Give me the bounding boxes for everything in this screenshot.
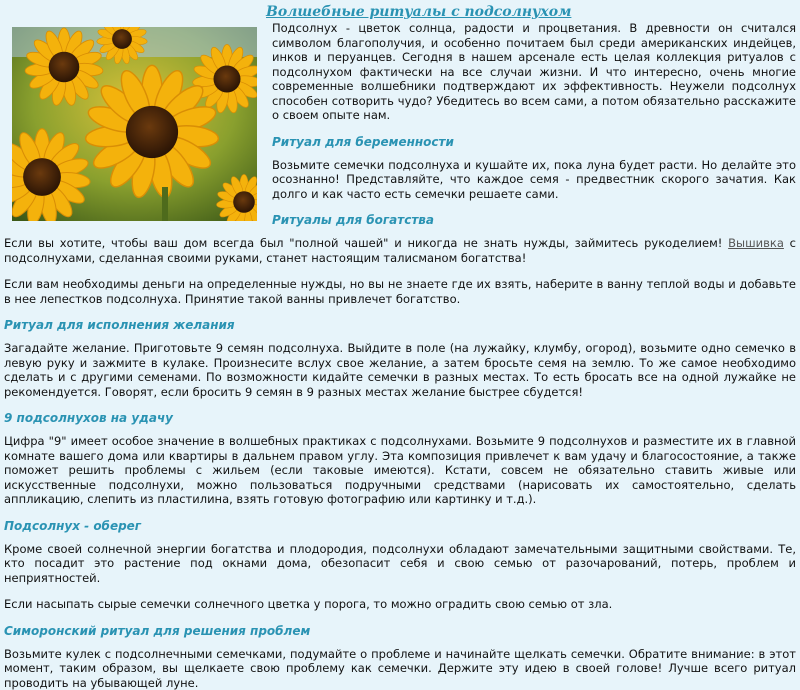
heading-simoron: Симоронский ритуал для решения проблем xyxy=(4,624,796,639)
heading-wish: Ритуал для исполнения желания xyxy=(4,318,796,333)
sunflowers-photo xyxy=(12,27,257,221)
heading-amulet: Подсолнух - оберег xyxy=(4,519,796,534)
wealth-text-2: Если вам необходимы деньги на определенные нужды, но вы не знаете где их взять, наберите в ванну теплой воды и добавьте в нее лепестков подсолнуха. Принятие такой ванны привлечет богатство. xyxy=(4,277,796,306)
heading-nine-sunflowers: 9 подсолнухов на удачу xyxy=(4,411,796,426)
page-title: Волшебные ритуалы с подсолнухом xyxy=(266,3,796,21)
heading-pregnancy: Ритуал для беременности xyxy=(4,135,796,150)
embroidery-link[interactable]: Вышивка xyxy=(728,236,784,250)
pregnancy-text: Возьмите семечки подсолнуха и кушайте их, пока луна будет расти. Но делайте это осознанно! Представляйте, что каждое семя - предвестник скорого зачатия. Как долго и как часто есть семечки решаете сами. xyxy=(4,158,796,202)
wealth-text-1-before: Если вы хотите, чтобы ваш дом всегда был "полной чашей" и никогда не знать нужды, займитесь рукоделием! xyxy=(4,236,728,250)
nine-sunflowers-text: Цифра "9" имеет особое значение в волшебных практиках с подсолнухами. Возьмите 9 подсолнухов и разместите их в главной комнате вашего дома или квартиры в дальнем правом углу. Эта композиция привлечет к вам удачу и благосостояние, а также поможет решить проблемы с жильем (если таковые имеются). Кстати, совсем не обязательно ставить живые или искусственные подсолнухи, можно пользоваться подручными средствами (нарисовать их самостоятельно, сделать аппликацию, слепить из пластилина, взять готовую фотографию или картинку и т.д.). xyxy=(4,434,796,507)
wish-text: Загадайте желание. Приготовьте 9 семян подсолнуха. Выйдите в поле (на лужайку, клумбу, огород), возьмите одно семечко в левую руку и зажмите в кулаке. Произнесите вслух свое желание, а затем бросьте семя на землю. То же самое необходимо сделать и с другими семенами. По возможности кидайте семечки в разных местах. То есть бросать все на одной лужайке не рекомендуется. Говорят, если бросить 9 семян в 9 разных местах желание быстрее сбудется! xyxy=(4,341,796,399)
wealth-text-1 xyxy=(4,236,796,265)
article xyxy=(4,0,796,690)
intro-text: Подсолнух - цветок солнца, радости и процветания. В древности он считался символом благополучия, и особенно почитаем был среди американских индейцев, инков и перуанцев. Сегодня в нашем арсенале есть целая коллекция ритуалов с подсолнухом фактически на все случаи жизни. И что интересно, очень многие современные волшебники подтверждают их эффективность. Неужели подсолнух способен сотворить чудо? Убедитесь во всем сами, а потом обязательно расскажите о своем опыте нам. xyxy=(4,21,796,123)
heading-wealth: Ритуалы для богатства xyxy=(4,213,796,228)
sunflowers-icon xyxy=(12,27,257,221)
simoron-text: Возьмите кулек с подсолнечными семечками, подумайте о проблеме и начинайте щелкать семечки. Обратите внимание: в этот момент, таким образом, вы щелкаете свою проблему как семечки. Держите эту идею в своей голове! Лучше всего ритуал проводить на убывающей луне. xyxy=(4,647,796,690)
amulet-text-1: Кроме своей солнечной энергии богатства и плодородия, подсолнухи обладают замечательными защитными свойствами. Те, кто посадит это растение под окнами дома, обезопасит себя и свою семью от разочарований, потерь, проблем и неприятностей. xyxy=(4,542,796,586)
amulet-text-2: Если насыпать сырые семечки солнечного цветка у порога, то можно оградить свою семью от зла. xyxy=(4,597,796,612)
wealth-text-1-after: с подсолнухами, сделанная своими руками, станет настоящим талисманом богатства! xyxy=(4,236,796,265)
